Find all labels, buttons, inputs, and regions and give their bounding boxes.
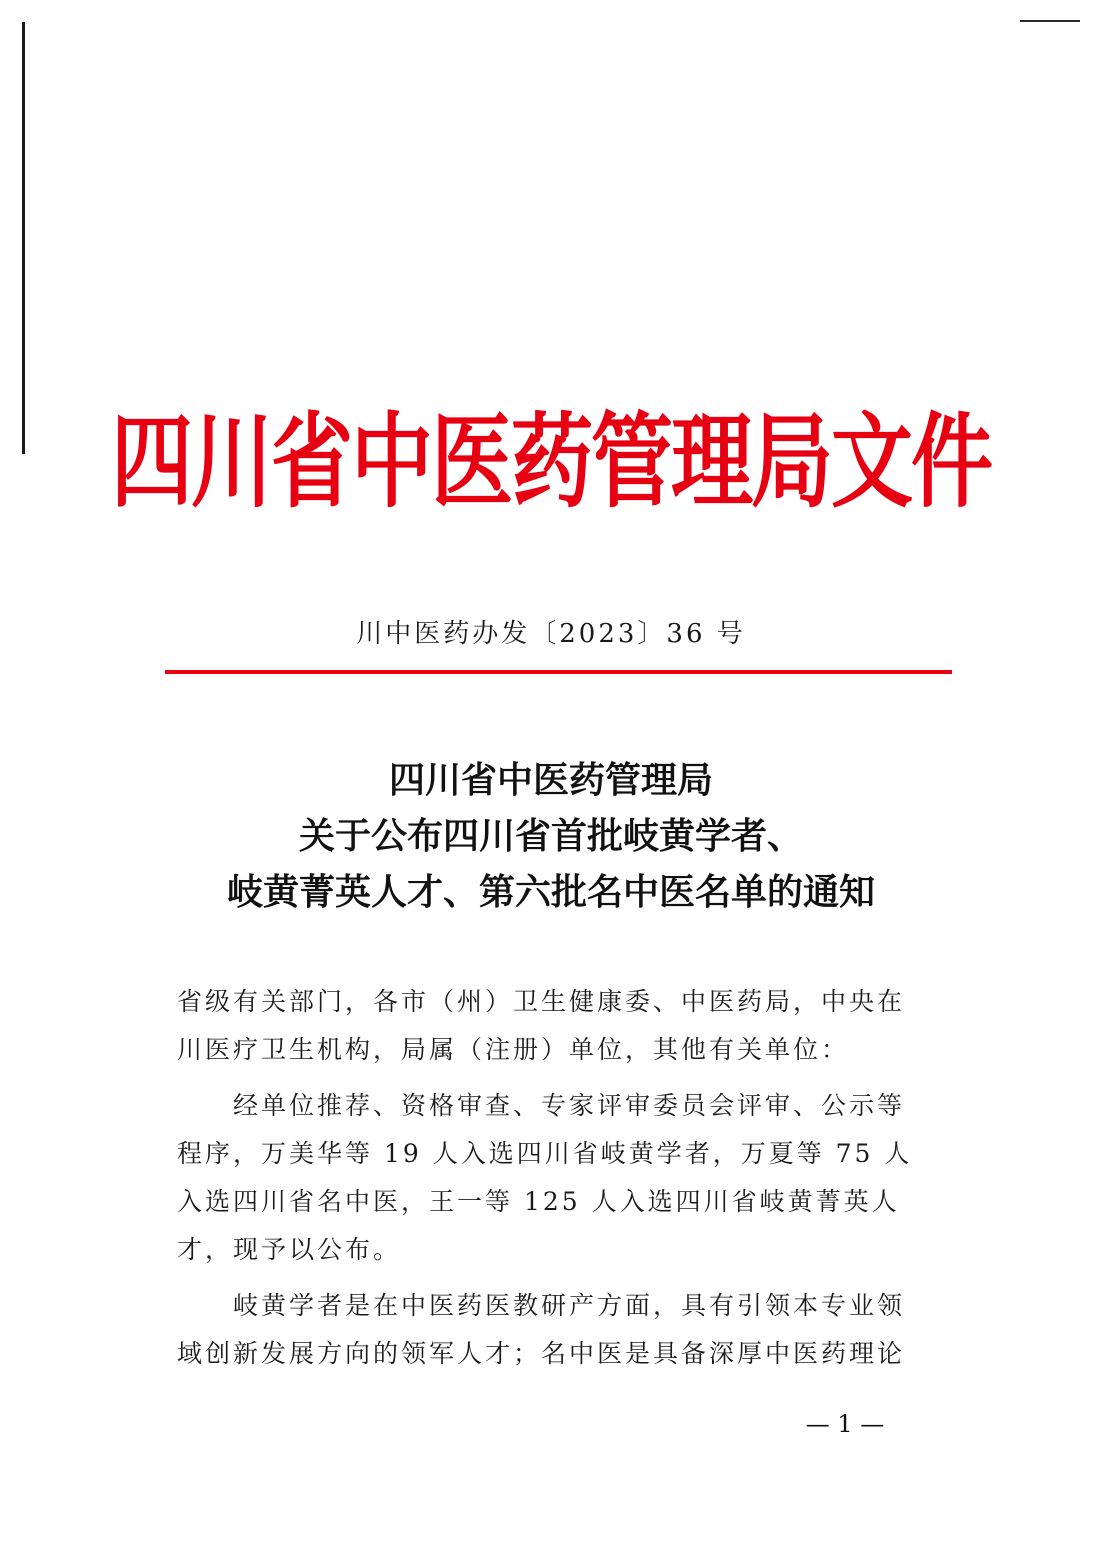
title-line-1: 四川省中医药管理局 (388, 759, 713, 801)
body-paragraph-2: 岐黄学者是在中医药医教研产方面，具有引领本专业领域创新发展方向的领军人才；名中医是具备深厚中医药理论 (177, 1291, 906, 1368)
recipients-paragraph: 省级有关部门，各市（州）卫生健康委、中医药局，中央在川医疗卫生机构，局属（注册）单位，其他有关单位： (177, 987, 906, 1064)
title-line-2: 关于公布四川省首批岐黄学者、 (298, 815, 803, 857)
scan-corner-mark (1020, 20, 1080, 22)
body-paragraph-1: 经单位推荐、资格审查、专家评审委员会评审、公示等程序，万美华等 19 人入选四川省岐黄学者，万夏等 75 人入选四川省名中医，王一等 125 人入选四川省岐黄菁英人才，现予以公布。 (177, 1091, 913, 1264)
document-body (177, 978, 917, 1378)
title-line-3: 岐黄菁英人才、第六批名中医名单的通知 (226, 871, 875, 913)
agency-header: 四川省中医药管理局文件 (110, 403, 991, 522)
document-title (0, 752, 1102, 920)
page-number: — 1 — (805, 1410, 885, 1438)
document-number: 川中医药办发〔2023〕36 号 (356, 619, 746, 649)
red-separator-line (165, 670, 952, 674)
